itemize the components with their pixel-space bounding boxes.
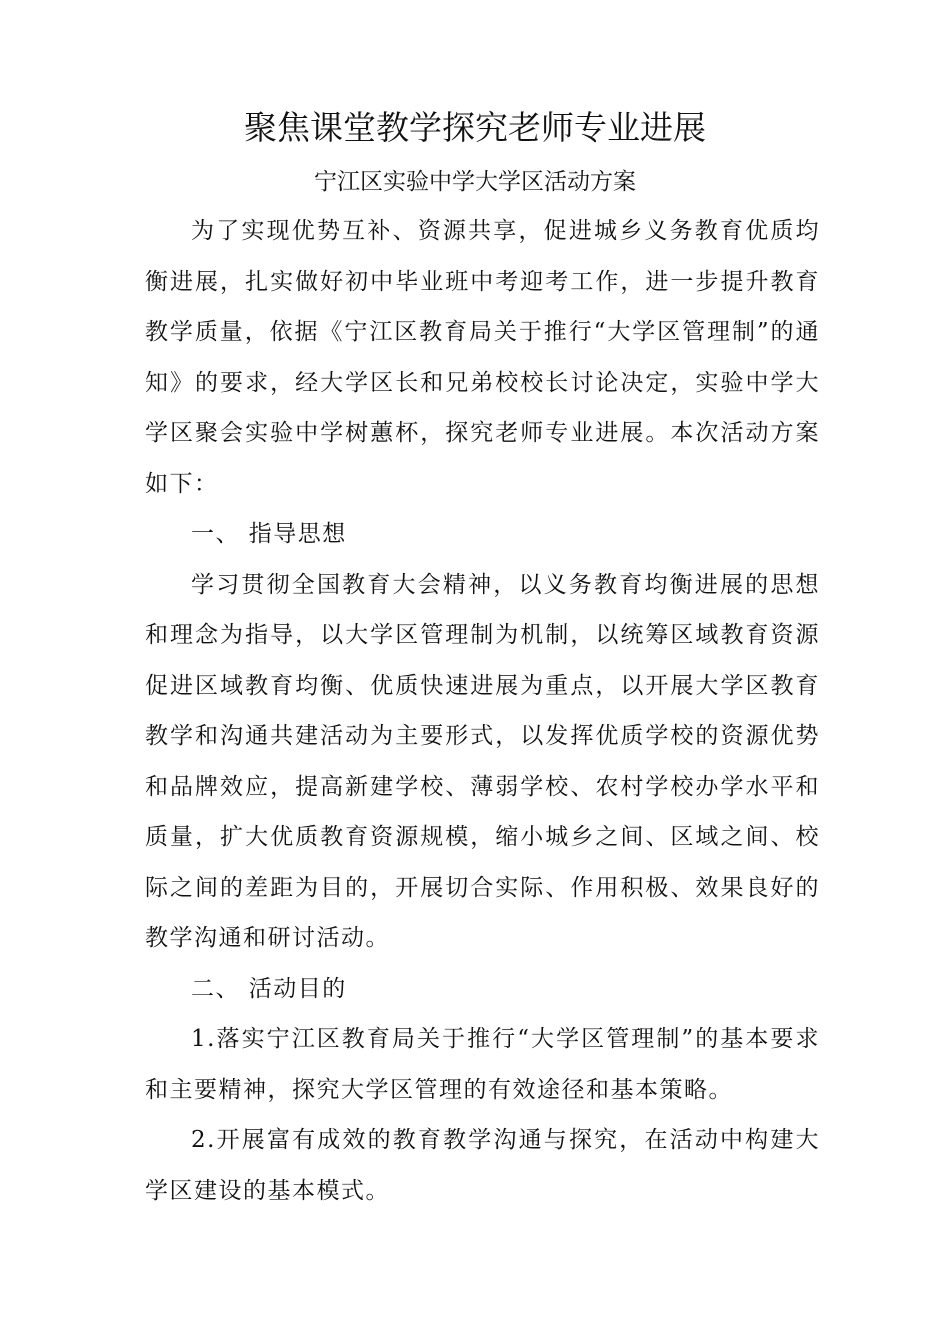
guiding-thought-paragraph: 学习贯彻全国教育大会精神，以义务教育均衡进展的思想和理念为指导，以大学区管理制为机制，以统筹区域教育资源促进区域教育均衡、优质快速进展为重点，以开展大学区教育教学和沟通共建活动为主要形式，以发挥优质学校的资源优势和品牌效应，提高新建学校、薄弱学校、农村学校办学水平和质量，扩大优质教育资源规模，缩小城乡之间、区域之间、校际之间的差距为目的，开展切合实际、作用积极、效果良好的教学沟通和研讨活动。 [145,571,820,951]
document-subtitle: 宁江区实验中学大学区活动方案 [314,169,636,195]
document-body [145,206,820,1216]
section-heading-activity-purpose: 二、 活动目的 [191,975,347,1002]
purpose-item-2: 2.开展富有成效的教育教学沟通与探究，在活动中构建大学区建设的基本模式。 [145,1127,820,1204]
section-heading-guiding-thought: 一、 指导思想 [191,521,347,547]
intro-paragraph: 为了实现优势互补、资源共享，促进城乡义务教育优质均衡进展，扎实做好初中毕业班中考迎考工作，进一步提升教育教学质量，依据《宁江区教育局关于推行“大学区管理制”的通知》的要求，经大学区长和兄弟校校长讨论决定，实验中学大学区聚会实验中学树蕙杯，探究老师专业进展。本次活动方案如下： [145,218,820,497]
purpose-item-1: 1.落实宁江区教育局关于推行“大学区管理制”的基本要求和主要精神，探究大学区管理的有效途径和基本策略。 [145,1026,820,1103]
document-title: 聚焦课堂教学探究老师专业进展 [244,108,706,147]
